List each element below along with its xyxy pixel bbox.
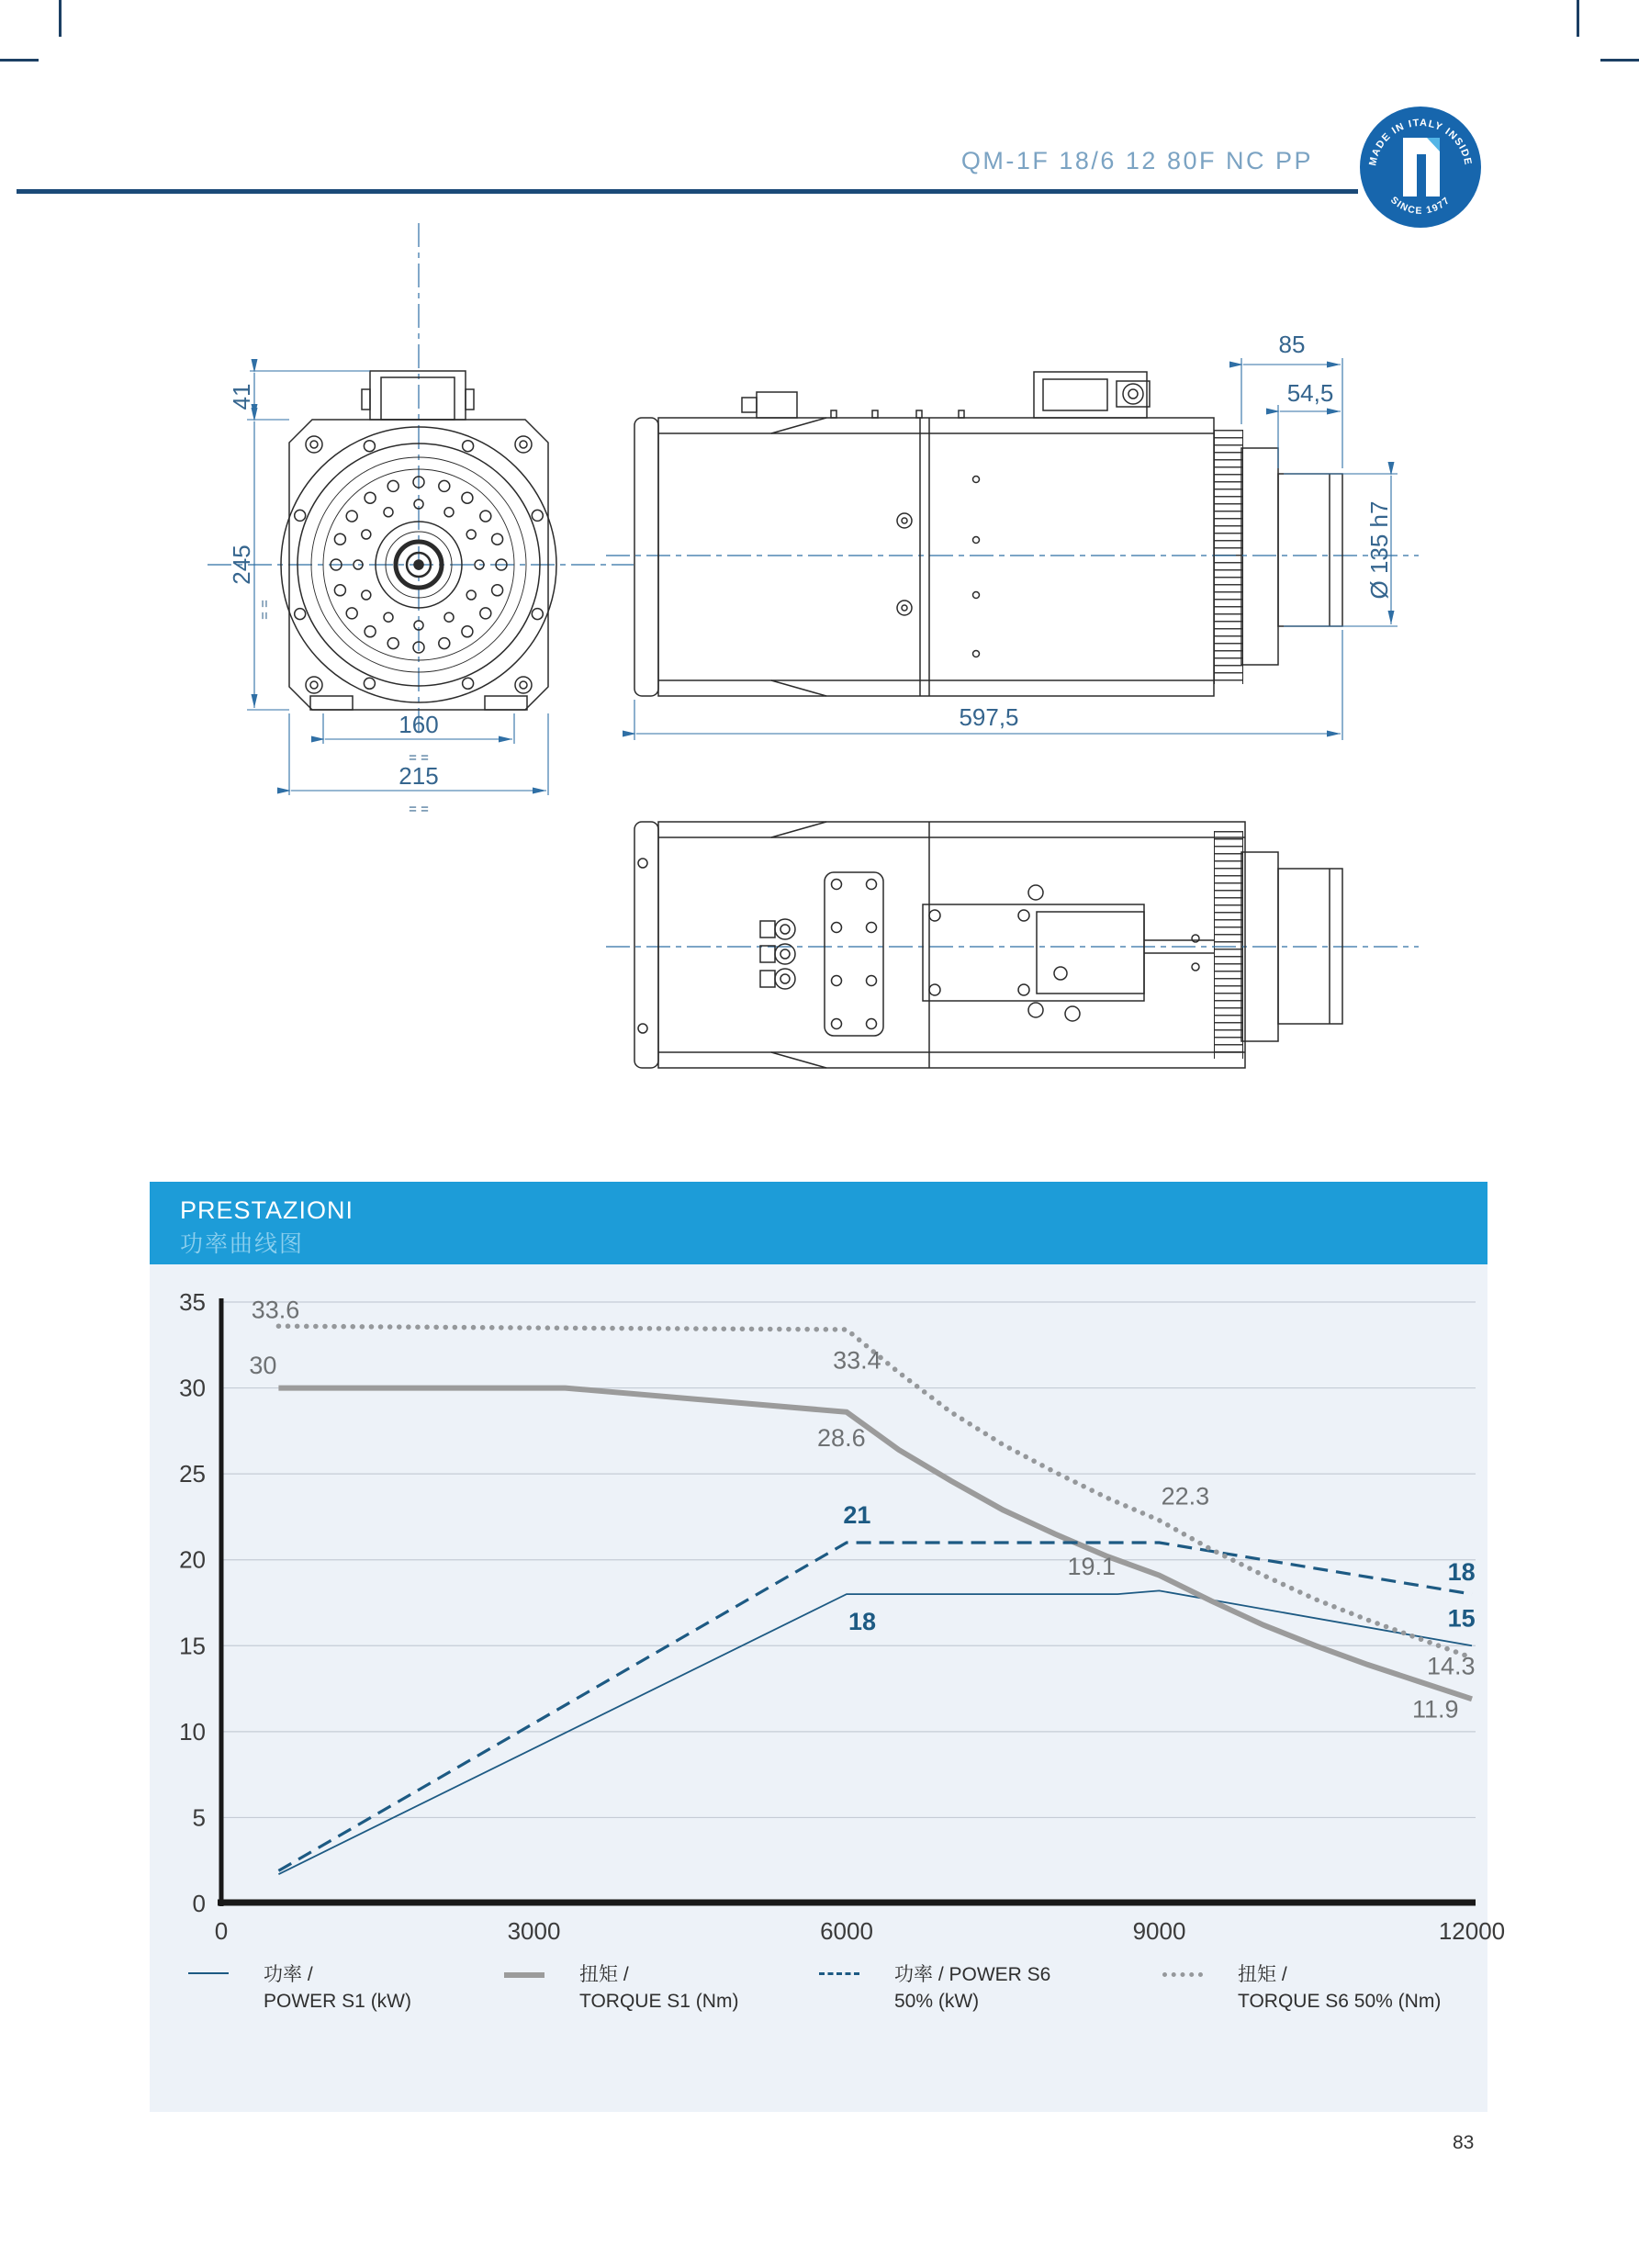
bolt-hole <box>334 533 345 545</box>
bolt-hole <box>384 612 393 622</box>
legend-power-s1-line1: 功率 / <box>264 1964 313 1985</box>
bolt-hole <box>439 638 450 649</box>
data-label-18: 18 <box>848 1608 877 1636</box>
dim-side-total-length: 597,5 <box>959 703 1019 731</box>
side-small-connector <box>757 392 797 418</box>
y-tick-label: 5 <box>192 1803 206 1832</box>
torque-s6-line-icon <box>1162 1972 1203 1977</box>
data-label-14.3: 14.3 <box>1427 1652 1476 1680</box>
power-s1-line-icon <box>188 1972 229 1974</box>
page-number: 83 <box>1453 2132 1475 2153</box>
performance-chart <box>179 1288 1505 1945</box>
data-label-30: 30 <box>249 1352 277 1380</box>
bolt-hole <box>346 511 357 522</box>
dim-front-width: 215 <box>399 762 439 790</box>
data-label-11.9: 11.9 <box>1412 1695 1459 1723</box>
product-code: QM-1F 18/6 12 80F NC PP <box>960 147 1313 174</box>
y-tick-label: 25 <box>179 1460 206 1488</box>
legend-torque-s6-line2: TORQUE S6 50% (Nm) <box>1238 1991 1442 2012</box>
dim-front-height: 245 <box>228 545 255 585</box>
y-tick-label: 15 <box>179 1632 206 1660</box>
bolt-hole <box>480 511 491 522</box>
power-s6-line-icon <box>819 1972 859 1975</box>
bolt-hole <box>463 678 474 689</box>
bolt-hole <box>444 612 454 622</box>
data-label-21: 21 <box>843 1501 871 1530</box>
bottom-body-outline <box>658 822 1245 1068</box>
bolt-hole <box>362 530 371 539</box>
badge-top-text: MADE IN ITALY INSIDE <box>1367 117 1474 167</box>
bolt-hole <box>384 508 393 517</box>
dim-front-height-sym: = = <box>257 600 273 620</box>
y-tick-label: 20 <box>179 1545 206 1574</box>
x-tick-label: 9000 <box>1132 1917 1186 1945</box>
dim-side-flange-length: 85 <box>1278 331 1306 358</box>
bolt-hole <box>463 441 474 452</box>
bolt-hole <box>387 480 399 491</box>
dim-side-nose-diameter: Ø 135 h7 <box>1365 500 1393 600</box>
bolt-hole <box>462 492 473 503</box>
side-view-drawing <box>606 331 1419 740</box>
x-tick-label: 12000 <box>1438 1917 1506 1945</box>
x-tick-label: 3000 <box>507 1917 561 1945</box>
side-nose-cylinder <box>1278 474 1342 626</box>
bottom-view-drawing <box>606 822 1419 1068</box>
bolt-hole <box>365 492 376 503</box>
legend-torque-s6 <box>1162 1961 1441 2015</box>
bolt-hole <box>444 508 454 517</box>
dim-front-feet-spacing: 160 <box>399 711 439 738</box>
front-view-drawing <box>208 223 634 817</box>
data-label-22.3: 22.3 <box>1161 1482 1210 1510</box>
data-label-28.6: 28.6 <box>817 1423 866 1452</box>
bolt-hole <box>532 609 543 620</box>
series-torque_s1 <box>278 1388 1472 1700</box>
section-subtitle: 功率曲线图 <box>180 1231 305 1257</box>
legend-power-s6 <box>819 1961 1050 2015</box>
dim-front-width-sym: = = <box>409 802 429 817</box>
legend-torque-s6-line1: 扭矩 / <box>1238 1964 1287 1985</box>
legend-power-s6-line2: 50% (kW) <box>894 1991 980 2012</box>
bolt-hole <box>334 585 345 596</box>
bolt-hole <box>295 609 306 620</box>
series-power_s6 <box>278 1543 1472 1870</box>
data-label-15: 15 <box>1447 1604 1476 1633</box>
data-label-18: 18 <box>1447 1557 1476 1586</box>
dim-front-feet-sym: = = <box>409 750 429 766</box>
side-view-dimensions <box>634 358 1398 740</box>
data-label-33.4: 33.4 <box>833 1346 881 1375</box>
front-foot-left <box>310 696 353 710</box>
bolt-hole <box>492 533 503 545</box>
bolt-hole <box>364 441 375 452</box>
dim-side-nose-length: 54,5 <box>1286 379 1334 407</box>
bottom-mount-plate <box>825 872 883 1036</box>
bolt-hole <box>439 480 450 491</box>
legend-torque-s1 <box>504 1961 738 2015</box>
bolt-hole <box>462 626 473 637</box>
y-tick-label: 10 <box>179 1717 206 1746</box>
torque-s1-line-icon <box>504 1972 544 1978</box>
legend-torque-s1-line2: TORQUE S1 (Nm) <box>579 1991 739 2012</box>
bolt-hole <box>362 590 371 600</box>
side-body-outline <box>658 418 1214 696</box>
legend-torque-s1-line1: 扭矩 / <box>579 1964 629 1985</box>
data-label-33.6: 33.6 <box>251 1296 300 1324</box>
badge-bottom-text: SINCE 1977 <box>1388 194 1453 217</box>
bottom-center-plate <box>923 904 1144 1001</box>
legend-power-s1 <box>188 1961 411 2015</box>
y-tick-label: 30 <box>179 1374 206 1402</box>
dim-front-connector-height: 41 <box>228 383 255 410</box>
bolt-hole <box>466 530 476 539</box>
bolt-hole <box>365 626 376 637</box>
x-tick-label: 0 <box>214 1917 229 1945</box>
bolt-hole <box>346 608 357 619</box>
side-collar <box>1241 448 1278 665</box>
bolt-hole <box>364 678 375 689</box>
section-title: PRESTAZIONI <box>180 1196 354 1224</box>
bolt-hole <box>295 510 306 521</box>
legend-power-s6-line1: 功率 / POWER S6 <box>894 1964 1051 1985</box>
bolt-hole <box>466 590 476 600</box>
legend-power-s1-line2: POWER S1 (kW) <box>264 1991 411 2012</box>
bolt-hole <box>387 638 399 649</box>
x-tick-label: 6000 <box>820 1917 873 1945</box>
bolt-hole <box>532 510 543 521</box>
front-view-dimensions <box>247 371 548 795</box>
front-foot-right <box>485 696 527 710</box>
front-connector-box <box>370 371 466 420</box>
bolt-hole <box>492 585 503 596</box>
bolt-hole <box>480 608 491 619</box>
y-tick-label: 0 <box>192 1890 206 1917</box>
data-label-19.1: 19.1 <box>1067 1553 1117 1581</box>
side-left-cap <box>634 418 658 696</box>
y-tick-label: 35 <box>179 1288 206 1316</box>
